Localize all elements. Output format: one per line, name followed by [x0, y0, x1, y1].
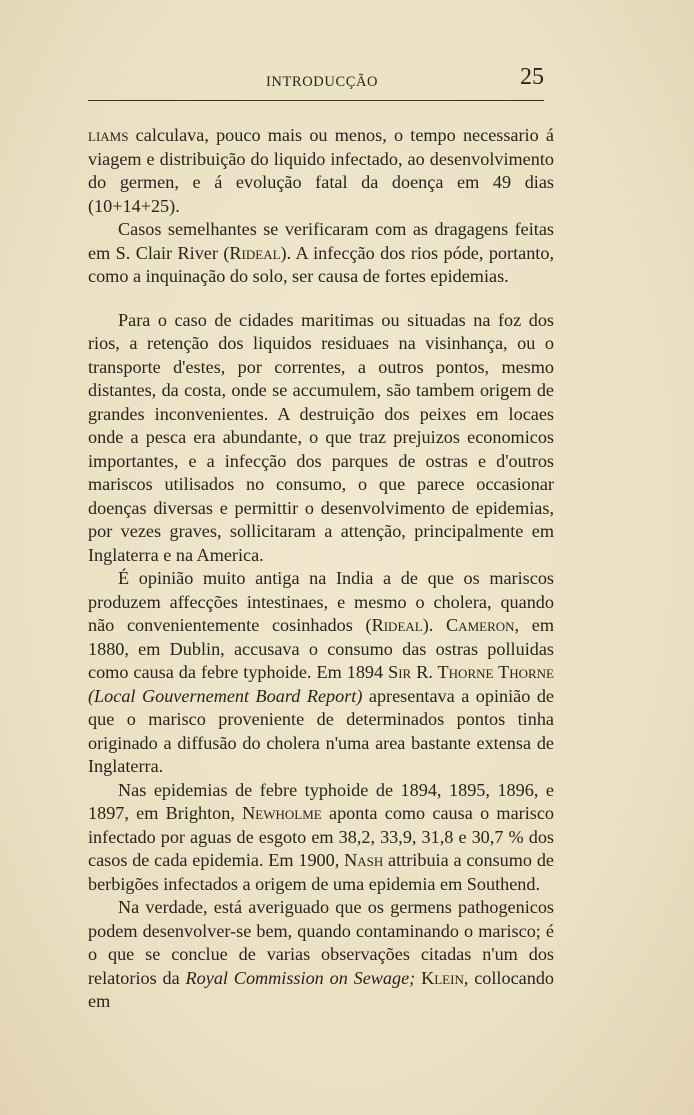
paragraph-1 [88, 124, 554, 218]
text-run: ). A infecção dos rios póde, portanto, como a inquinação do solo, ser causa de fortes epidemias. [88, 242, 554, 286]
text-run: apresentava a opinião de que o marisco proveniente de determinados pontos tinha originado a diffusão do cholera n'uma area bastante extensa de Inglaterra. [88, 685, 554, 776]
text-run: ). [422, 615, 447, 635]
text-run: Para o caso de cidades maritimas ou situadas na foz dos rios, a retenção dos liquidos residuaes na visinhança, ou o transporte d'estes, por correntes, a outros pontos, mesmo distantes, da costa, onde se accumulem, são tambem origem de grandes inconvenientes. A destruição dos peixes em locaes onde a pesca era abundante, o que traz prejuizos economicos importantes, e a infecção dos parques de ostras e d'outros mariscos utilisados no consumo, o que parece occasionar doenças diversas e permittir o desenvolvimento de epidemias, por vezes graves, sollicitaram a attenção, principalmente em Inglaterra e na America. [88, 309, 554, 565]
header-rule [88, 100, 544, 101]
author-name: Rideal [229, 242, 281, 263]
author-name: Rideal [371, 615, 423, 635]
text-run: Casos semelhantes se verificaram com as dragagens feitas em S. Clair River ( [88, 219, 554, 263]
paragraph-5 [88, 779, 554, 897]
paragraph-4 [88, 567, 554, 779]
author-name: Klein [421, 967, 464, 988]
text-run: , em 1880, em Dublin, accusava o consumo das ostras polluidas como causa da febre typhoide. Em 1894 [88, 615, 554, 682]
body-text [88, 124, 554, 1014]
text-run: attribuia a consumo de berbigões infectados a origem de uma epidemia em Southend. [88, 850, 554, 894]
author-name: Cameron [446, 615, 515, 635]
text-run: É opinião muito antiga na India a de que os mariscos produzem affecções intestinaes, e mesmo o cholera, quando não convenientemente cosinhados ( [88, 568, 554, 635]
text-run: Nas epidemias de febre typhoide de 1894, 1895, 1896, e 1897, em Brighton, [88, 779, 554, 823]
paragraph-6 [88, 896, 554, 1014]
author-name: Nash [344, 850, 384, 870]
author-name: Sir R. Thorne Thorne [388, 662, 554, 682]
author-name: liams [88, 125, 129, 145]
citation-title: Royal Commission on Sewage; [185, 967, 416, 988]
text-run: aponta como causa o marisco infectado por aguas de esgoto em 38,2, 33,9, 31,8 e 30,7 % dos casos de cada epidemia. Em 1900, [88, 803, 554, 870]
text-run: Na verdade, está averiguado que os germens pathogenicos podem desenvolver-se bem, quando contaminando o marisco; é o que se conclue de varias observações citadas n'um dos relatorios da [88, 897, 554, 988]
page-number: 25 [520, 64, 544, 90]
text-run: , collocando em [88, 967, 555, 1011]
text-run: calculava, pouco mais ou menos, o tempo necessario á viagem e distribuição do liquido infectado, ao desenvolvimento do germen, e á evolução fatal da doença em 49 dias (10+14+25). [88, 125, 554, 216]
paragraph-3 [88, 309, 554, 568]
page-header [88, 62, 544, 102]
author-name: Newholme [242, 803, 322, 823]
paragraph-2 [88, 218, 554, 289]
running-head: INTRODUCÇÃO [266, 74, 379, 90]
citation-title: (Local Gouvernement Board Report) [88, 685, 363, 706]
